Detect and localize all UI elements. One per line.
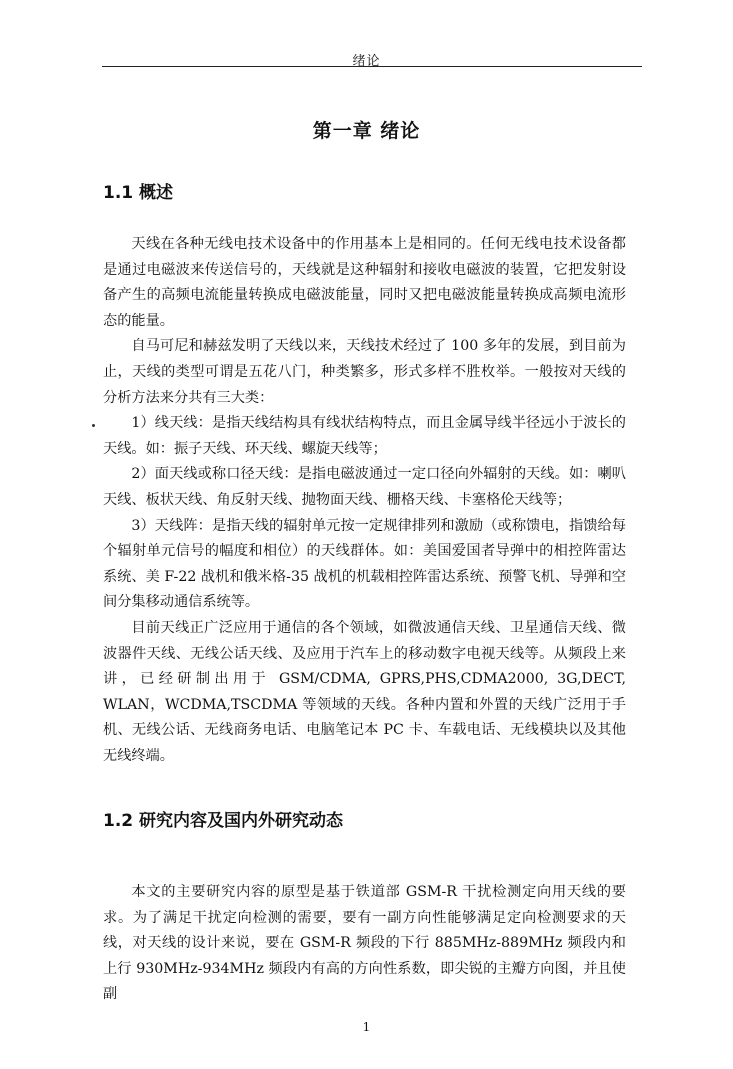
section-1-1-body <box>103 232 626 769</box>
page-number: 1 <box>362 1020 371 1034</box>
paragraph: 天线在各种无线电技术设备中的作用基本上是相同的。任何无线电技术设备都是通过电磁波来传送信号的，天线就是这种辐射和接收电磁波的装置，它把发射设备产生的高频电流能量转换成电磁波能量，同时又把电磁波能量转换成高频电流形态的能量。 <box>103 236 626 329</box>
stray-mark <box>92 424 95 427</box>
page-header-title: 绪论 <box>352 54 381 69</box>
section-heading-1-2: 1.2 研究内容及国内外研究动态 <box>103 811 344 831</box>
section-1-2-body <box>103 880 626 1008</box>
paragraph: 本文的主要研究内容的原型是基于铁道部 GSM-R 干扰检测定向用天线的要求。为了满足干扰定向检测的需要，要有一副方向性能够满足定向检测要求的天线，对天线的设计来说，要在 GSM-R 频段的下行 885MHz-889MHz 频段内和上行 930MHz-934MHz 频段内有高的方向性系数，即尖锐的主瓣方向图，并且使副 <box>103 884 626 1003</box>
section-heading-1-1: 1.1 概述 <box>103 183 174 203</box>
header-rule <box>102 66 642 67</box>
paragraph: 2）面天线或称口径天线：是指电磁波通过一定口径向外辐射的天线。如：喇叭天线、板状天线、角反射天线、抛物面天线、栅格天线、卡塞格伦天线等； <box>103 466 626 508</box>
paragraph: 目前天线正广泛应用于通信的各个领域，如微波通信天线、卫星通信天线、微波器件天线、无线公话天线、及应用于汽车上的移动数字电视天线等。从频段上来讲，已经研制出用于 GSM/CDMA, GPRS,PHS,CDMA2000, 3G,DECT, WLAN，WCDMA,TSCDMA 等领域的天线。各种内置和外置的天线广泛用于手机、无线公话、无线商务电话、电脑笔记本 PC 卡、车载电话、无线模块以及其他无线终端。 <box>103 619 626 764</box>
chapter-title: 第一章 绪论 <box>312 120 421 142</box>
paragraph: 3）天线阵：是指天线的辐射单元按一定规律排列和激励（或称馈电，指馈给每个辐射单元信号的幅度和相位）的天线群体。如：美国爱国者导弹中的相控阵雷达系统、美 F-22 战机和俄米格-35 战机的机载相控阵雷达系统、预警飞机、导弹和空间分集移动通信系统等。 <box>103 517 626 611</box>
paragraph: 自马可尼和赫兹发明了天线以来，天线技术经过了 100 多年的发展，到目前为止，天线的类型可谓是五花八门，种类繁多，形式多样不胜枚举。一般按对天线的分析方法来分共有三大类： <box>103 338 626 406</box>
paragraph: 1）线天线：是指天线结构具有线状结构特点，而且金属导线半径远小于波长的天线。如：振子天线、环天线、螺旋天线等； <box>103 415 626 457</box>
